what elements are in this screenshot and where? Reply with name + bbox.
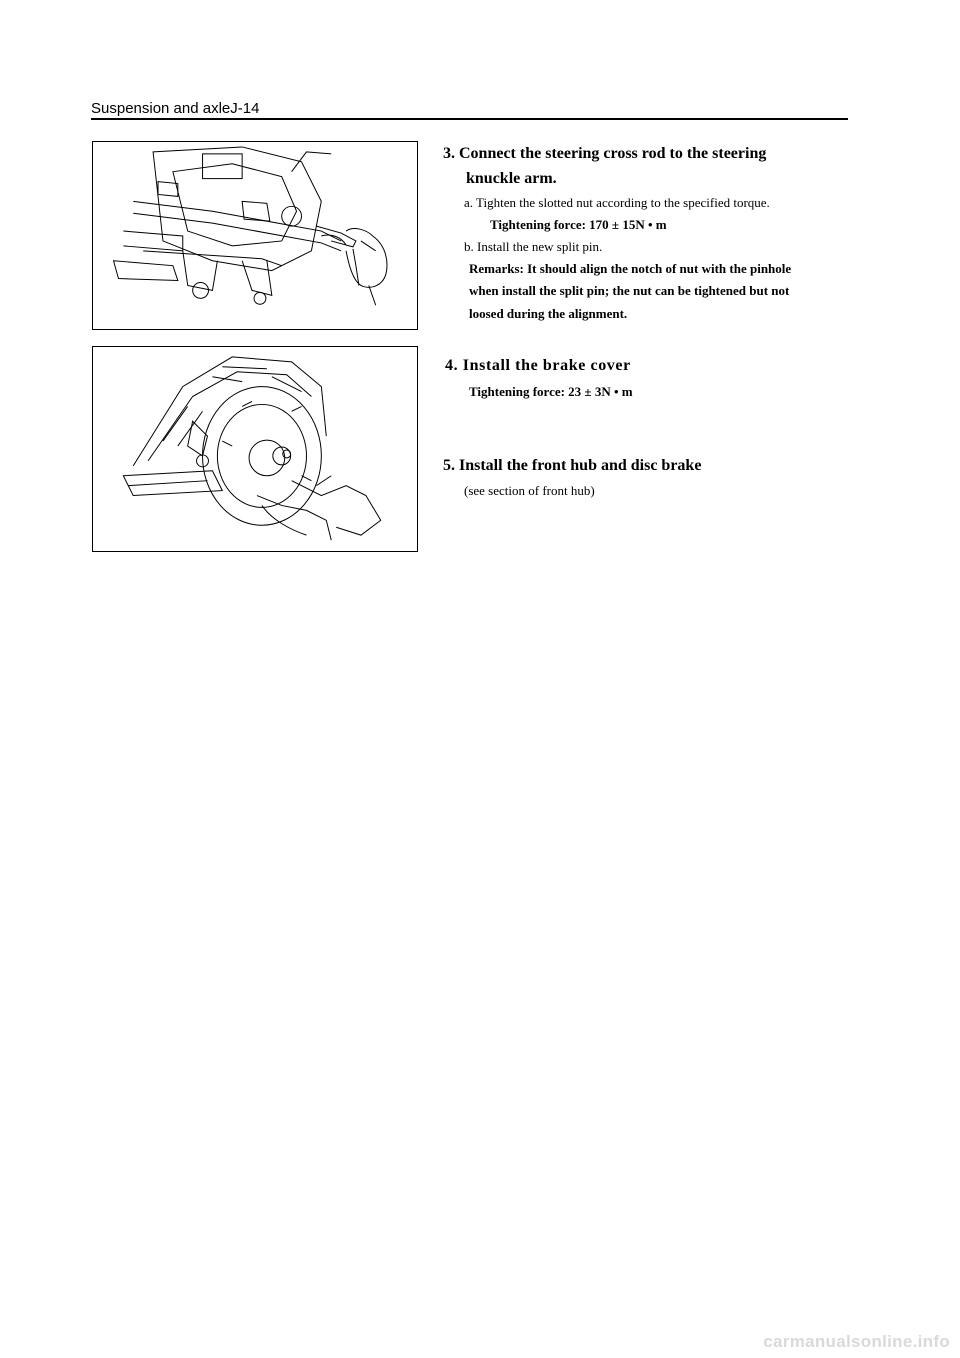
step-3-remarks-line2: when install the split pin; the nut can be tightened but not	[469, 283, 790, 298]
step-3-item-a: a. Tighten the slotted nut according to the specified torque.	[464, 195, 770, 210]
steering-rod-drawing	[93, 142, 417, 329]
step-3-item-a-force: Tightening force: 170 ± 15N • m	[490, 217, 667, 232]
watermark: carmanualsonline.info	[763, 1332, 950, 1351]
brake-cover-illustration	[92, 346, 418, 552]
step-4-force: Tightening force: 23 ± 3N • m	[469, 384, 633, 399]
step-3-remarks-line1: Remarks: It should align the notch of nut with the pinhole	[469, 261, 792, 276]
step-5-title: 5. Install the front hub and disc brake	[443, 457, 702, 474]
step-3-title: 3. Connect the steering cross rod to the steering	[443, 145, 767, 162]
step-5-note: (see section of front hub)	[464, 483, 595, 498]
step-3-item-b: b. Install the new split pin.	[464, 239, 603, 254]
page-header: Suspension and axleJ-14	[91, 100, 260, 117]
step-3-remarks-line3: loosed during the alignment.	[469, 306, 628, 321]
step-3-title-cont: knuckle arm.	[466, 170, 557, 187]
steering-rod-illustration	[92, 141, 418, 330]
brake-cover-drawing	[93, 347, 417, 551]
step-4-title: 4. Install the brake cover	[445, 357, 631, 374]
header-rule	[91, 118, 848, 120]
